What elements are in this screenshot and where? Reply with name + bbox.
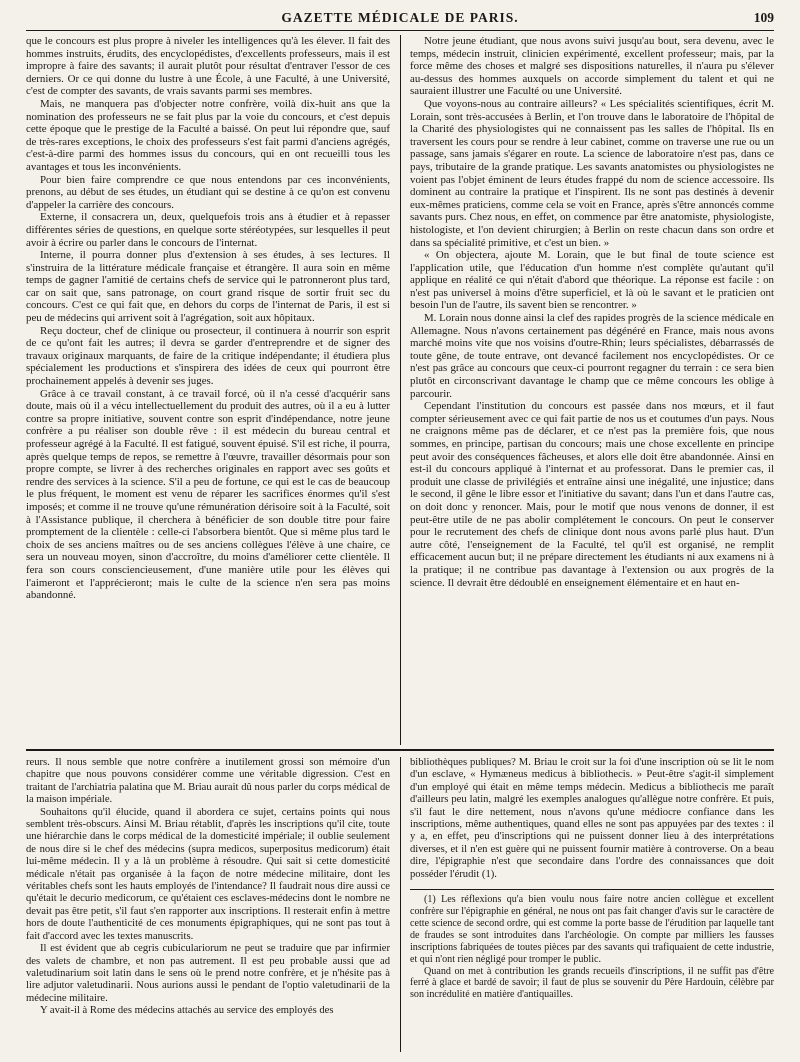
column-divider (400, 35, 401, 745)
paragraph: Grâce à ce travail constant, à ce travail forcé, où il n'a cessé d'acquérir sans doute, mais où il a vécu intellectuellement du produit des autres, où il a eu à lutter contre sa propre initiative, souvent contre son esprit d'indépendance, notre jeune confrère a pu réaliser son double rêve : il est médecin du bureau central et professeur agrégé à la Faculté. Il est fatigué, souvent épuisé. S'il est riche, il pourra, après quelque temps de repos, se remettre à l'œuvre, travailler désormais pour son propre compte, se livrer à des recherches originales en rapport avec ses goûts et rendre des services à la science. S'il a peu de fortune, ce qui est le cas de beaucoup le plus fréquent, le moment est venu de réparer les sacrifices énormes qu'il s'est imposés; et comme il ne trouve qu'une rémunération dérisoire soit à la Faculté, soit à l'Assistance publique, il cherchera à bénéficier de son double titre pour faire promptement de la clientèle : celle-ci l'absorbera bientôt. Que si même plus tard le choix de ses anciens maîtres ou de ses anciens collègues l'élève à une chaire, ce sera un nouveau moyen, sinon d'accroître, du moins d'améliorer cette clientèle. Il fera son cours consciencieusement, d'une manière utile pour les élèves qui l'aimeront et l'apprécieront; mais le culte de la science n'en sera pas moins abandonné. (26, 387, 390, 602)
paragraph: Reçu docteur, chef de clinique ou prosecteur, il continuera à nourrir son esprit de ce qu'ont fait les autres; il devra se garder d'entreprendre et de signer des travaux originaux marquants, de faire de la critique indépendante; il étudiera plus spécialement les productions et s'inspirera des idées de ceux qui pourront être prochainement appelés à devenir ses juges. (26, 324, 390, 388)
article-top-section (26, 35, 774, 745)
paragraph: Souhaitons qu'il élucide, quand il abordera ce sujet, certains points qui nous semblent très-obscurs. Ainsi M. Briau rétablit, d'après les inscriptions qu'il cite, toute une hiérarchie dans le corps médical de la domesticité impériale; il oublie seulement de nous dire si le chef des médecins (supra medicos, superpositus medicorum) était lui-même médecin. Il y a là un problème à résoudre. Qui sait si cette domesticité médicale n'était pas organisée à la façon de notre médecine militaire, dont les véritables chefs sont les hauts employés de l'intendance? Il faudrait nous dire aussi ce qu'était le decurio medicorum, ce qu'étaient ces esclaves-médecins dont le nombre ne devait pas être petit, s'il faut s'en rapporter aux inscriptions. Il resterait enfin à mettre hors de doute l'authenticité de ces monuments épigraphiques, qui ne sont pas tout à fait d'accord avec les textes manuscrits. (26, 806, 390, 942)
footnote (410, 894, 774, 1001)
paragraph: Y avait-il à Rome des médecins attachés au service des employés des (40, 1005, 334, 1017)
feuilleton-rule (26, 749, 774, 751)
paragraph: Interne, il pourra donner plus d'extension à ses études, à ses lectures. Il s'instruira de la littérature médicale française et étrangère. Il aura soin en même temps de gagner l'amitié de certains chefs de service qui le patronneront plus tard, car on sait que, sans patronage, on court grand risque de sortir fruit sec du concours. C'est ce qui fait que, en dehors du corps de l'internat de Paris, il est si peu de médecins qui arrivent soit à l'agrégation, soit aux hôpitaux. (26, 249, 390, 325)
top-left-column (26, 35, 390, 745)
paragraph: reurs. Il nous semble que notre confrère a inutilement grossi son mémoire d'un chapitre que nous pouvons considérer comme une véritable digression. C'est en traitant de l'archiatria palatina que M. Briau aurait dû nous parler du corps médical de la maison impériale. (26, 757, 390, 806)
paragraph: Cependant l'institution du concours est passée dans nos mœurs, et il faut compter sérieusement avec ce qui fait partie de nos us et coutumes d'un pays. Nous ne craignons même pas de déclarer, et ce n'est pas la première fois, que nous sommes, en principe, partisan du concours; mais une chose excellente en principe peut avoir des conséquences fâcheuses, et alors elle doit être abandonnée. Ainsi en est-il du concours appliqué à l'internat et au professorat. Dans le premier cas, il produit une classe de privilégiés et entraîne ainsi une inégalité, une injustice; dans le second, il gêne le libre essor et l'initiative du savant; dans l'un et dans l'autre cas, on doit donc y renoncer. Mais, pour le motif que nous venons de donner, il est peut-être utile de ne pas abolir complétement le concours. On peut le conserver pour le recrutement des chefs de clinique dont nous avons parlé plus haut. D'un autre côté, l'enseignement de la Faculté, tel qu'il est organisé, ne remplit efficacement aucun but; il ne prépare directement les étudiants ni aux examens ni à la pratique; il ne contribue pas davantage à l'extension ou aux progrès de la science. Il devrait être dédoublé en enseignement élémentaire et en haut en- (410, 400, 774, 589)
journal-title: GAZETTE MÉDICALE DE PARIS. (281, 10, 519, 25)
paragraph: M. Lorain nous donne ainsi la clef des rapides progrès de la science médicale en Allemagne. Nous n'avons certainement pas dégénéré en France, mais nous avons marché moins vite que nos voisins d'outre-Rhin; leurs spécialistes, débarrassés de toute gêne, de toute entrave, ont devancé facilement nos encyclopédistes. Or ce n'est pas grâce au concours que ceux-ci pourront regagner du terrain : ce sera bien plutôt en circonscrivant davantage le champ que ce même concours les oblige à parcourir. (410, 312, 774, 400)
feuilleton-section (26, 757, 774, 1052)
paragraph: Pour bien faire comprendre ce que nous entendons par ces inconvénients, prenons, au début de ses études, un étudiant qui se destine à ce qu'on est convenu d'appeler la carrière des concours. (26, 173, 390, 211)
page-number: 109 (753, 10, 774, 25)
paragraph: Que voyons-nous au contraire ailleurs? « Les spécialités scientifiques, écrit M. Lorain, sont très-accusées à Berlin, et l'on trouve dans le laboratoire de l'hôpital de la Charité des physiologistes qui ne connaissent pas les salles de l'hôpital. Ils en traversent les cours pour se rendre à leur cabinet, comme on traverse une rue ou un passage, sans jamais s'égarer en route. La science de laboratoire n'est pas, dans ce pays, tributaire de la grande pratique. Les savants anatomistes ou physiologistes ne voient pas l'objet éminent de leurs études frappé du nom de science accessoire. Ils dominent au contraire la pratique et l'inspirent. Ils ne sont pas destinés à devenir eux-mêmes praticiens, comme cela se voit en France, après s'être annoncés comme savants purs. Chez nous, en effet, on commence par être anatomiste, physiologiste, histologiste, et l'on devient chirurgien; à Berlin on reste chacun dans son ordre et dans sa spécialité primitive, et c'est un bien. » (410, 97, 774, 249)
bottom-left-column (26, 757, 390, 1052)
paragraph: bibliothèques publiques? M. Briau le croit sur la foi d'une inscription où se lit le nom d'un esclave, « Hymæneus medicus à bibliothecis. » Peut-être s'agit-il simplement d'un employé qui était en même temps médecin. Medicus a bibliothecis me paraît d'ailleurs peu latin, malgré les exemples analogues qu'allègue notre confrère. Et puis, s'il faut le dire nettement, nous n'avons qu'une médiocre confiance dans les inscriptions, même authentiques, quand elles ne sont pas appuyées par des textes : il y a, en effet, peu d'inscriptions qui ne puissent donner lieu à des interprétations diverses, et il n'en est guère qui ne puissent fournir matière à controverse. On a beau dire, l'épigraphie n'est que secondaire dans l'ordre des connaissances que doit posséder l'érudit (1). (410, 757, 774, 880)
bottom-right-column (410, 757, 774, 1052)
paragraph: Mais, ne manquera pas d'objecter notre confrère, voilà dix-huit ans que la nomination des professeurs ne se fait plus par la voie du concours, et c'est depuis cette époque que le prestige de la Faculté a baissé. On peut lui répondre que, sauf de très-rares exceptions, le choix des professeurs s'est fait parmi d'anciens agrégés, c'est-à-dire parmi des hommes issus du concours, qui en ont recueilli tous les avantages et tous les inconvénients. (26, 97, 390, 173)
page-header (26, 8, 774, 30)
footnote-paragraph: (1) Les réflexions qu'a bien voulu nous faire notre ancien collègue et excellent confrère sur l'épigraphie en général, ne nous ont pas fait changer d'avis sur le caractère de cette science de second ordre, qui est comme la porte basse de l'érudition par laquelle tant de fraudes se sont introduites dans l'archéologie. On compte par milliers les fausses inscriptions fabriquées de toutes pièces par des savants qui trafiquaient de cette industrie, et qui n'ont rien négligé pour tromper le public. (410, 894, 774, 965)
paragraph: que le concours est plus propre à niveler les intelligences qu'à les élever. Il fait des hommes instruits, érudits, des encyclopédistes, d'excellents professeurs, mais il est impropre à faire des savants; il aurait plutôt pour résultat d'entraver l'essor de ces derniers. Or ce qui donne du lustre à une École, à une Faculté, à une Université, c'est de compter des savants, de vrais savants parmi ses membres. (26, 35, 390, 98)
footnote-paragraph: Quand on met à contribution les grands recueils d'inscriptions, il ne suffit pas d'être ferré à glace et bardé de savoir; il faut de plus se souvenir du Père Hardouin, célèbre par son incrédulité en matière d'antiquailles. (410, 965, 774, 1001)
paragraph: Externe, il consacrera un, deux, quelquefois trois ans à étudier et à repasser différentes séries de questions, en quelque sorte stéréotypées, sur lesquelles il peut avoir à écrire ou parler dans le concours de l'internat. (26, 211, 390, 249)
paragraph: Il est évident que ab cegris cubiculariorum ne peut se traduire que par infirmier des valets de chambre, et non pas autrement. Il est peu probable aussi que ad valetudinarium soit latin dans le sens où le prend notre confrère, et je n'hésite pas à lire adjutor valetudinarii. Nous aurions aussi le pendant de l'optio valetudinarii de la médecine militaire. (26, 943, 390, 1004)
paragraph: « On objectera, ajoute M. Lorain, que le but final de toute science est l'application utile, que l'éducation d'un homme n'est complète qu'autant qu'il applique en réalité ce qui n'était d'abord que théorique. La réponse est facile : on n'est pas universel à moins d'être superficiel, et là où le savant et le praticien ont besoin l'un de l'autre, ils savent bien se rencontrer. » (410, 249, 774, 312)
top-right-column (410, 35, 774, 745)
header-rule (26, 30, 774, 31)
paragraph: Notre jeune étudiant, que nous avons suivi jusqu'au bout, sera devenu, avec le temps, médecin instruit, clinicien expérimenté, excellent professeur; mais, par la force même des choses et malgré ses dispositions naturelles, il n'aura pu s'élever au-dessus des hommes auxquels on accorde simplement du talent et qui ne sauraient illustrer une Faculté ou une Université. (410, 35, 774, 98)
footnote-rule (410, 889, 774, 890)
column-divider (400, 757, 401, 1052)
